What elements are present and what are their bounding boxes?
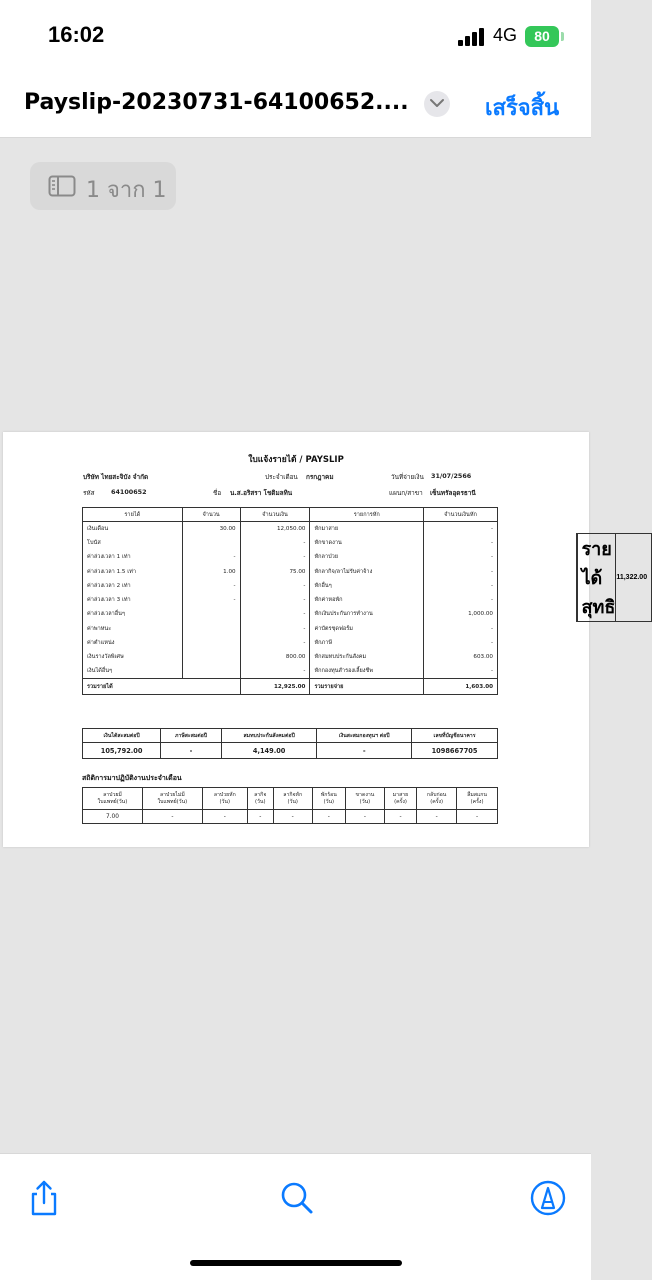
net-label: รายได้สุทธิ	[577, 533, 616, 621]
attendance-header-line: (วัน)	[254, 798, 266, 805]
row-deduct-amount: 603.00	[424, 650, 498, 664]
table-row	[83, 664, 498, 678]
row-deduct: หักเงินประกันการทำงาน	[310, 607, 424, 621]
attendance-header-cell	[83, 788, 143, 810]
row-qty: 30.00	[182, 522, 240, 536]
row-deduct-amount: -	[424, 522, 498, 536]
table-row	[83, 579, 498, 593]
markup-icon	[528, 1178, 568, 1218]
attendance-value-cell: -	[457, 810, 498, 824]
row-qty	[182, 536, 240, 550]
row-income: ค่าล่วงเวลา 1.5 เท่า	[83, 564, 183, 578]
attendance-header-line: ลาป่วยหัก	[213, 792, 236, 798]
attendance-header-line: ลืมสแกน	[467, 792, 487, 798]
ytd-value-cell: 1098667705	[412, 743, 498, 759]
period-value: กรกฎาคม	[306, 473, 334, 481]
ytd-header-cell: เงินสะสมกองทุนฯ ต่อปี	[317, 729, 412, 743]
attendance-header-cell	[142, 788, 202, 810]
done-button[interactable]: เสร็จสิ้น	[485, 96, 560, 121]
page-indicator-label: 1 จาก 1	[86, 178, 167, 203]
battery-tip	[561, 32, 564, 41]
attendance-value-row	[83, 810, 498, 824]
paydate-value: 31/07/2566	[431, 472, 472, 480]
attendance-header-cell	[273, 788, 312, 810]
row-income: ค่าพาหนะ	[83, 622, 183, 636]
table-row	[83, 622, 498, 636]
attendance-header-cell	[457, 788, 498, 810]
row-qty	[182, 607, 240, 621]
header-income: รายได้	[83, 508, 183, 522]
row-deduct: หักสมทบประกันสังคม	[310, 650, 424, 664]
row-amount: 800.00	[240, 650, 310, 664]
company-name: บริษัท ไทยสะจิบัง จำกัด	[83, 473, 149, 481]
row-income: ค่าล่วงเวลา 2 เท่า	[83, 579, 183, 593]
row-deduct-amount: -	[424, 550, 498, 564]
name-value: น.ส.อริสรา โชติมลทิน	[230, 489, 293, 497]
ytd-value-cell: 105,792.00	[83, 743, 161, 759]
home-indicator	[190, 1260, 402, 1266]
row-qty: -	[182, 579, 240, 593]
row-qty	[182, 664, 240, 678]
table-row	[83, 564, 498, 578]
row-amount: 12,050.00	[240, 522, 310, 536]
search-button[interactable]	[277, 1178, 317, 1218]
table-row	[83, 607, 498, 621]
attendance-header-line: ใบแพทย์(วัน)	[97, 798, 128, 805]
chevron-down-icon[interactable]	[424, 91, 450, 117]
row-amount: -	[240, 664, 310, 678]
attendance-value-cell: 7.00	[83, 810, 143, 824]
table-row	[83, 650, 498, 664]
attendance-header-line: ขาดงาน	[355, 792, 375, 798]
row-income: เงินได้อื่นๆ	[83, 664, 183, 678]
attendance-header-line: ลากิจ	[254, 792, 267, 798]
row-amount: -	[240, 536, 310, 550]
row-income: เงินรางวัลพิเศษ	[83, 650, 183, 664]
attendance-header-line: ลากิจหัก	[283, 792, 303, 798]
total-row	[83, 679, 498, 695]
attendance-header-line: (วัน)	[219, 798, 231, 805]
row-qty	[182, 622, 240, 636]
attendance-header-line: (วัน)	[359, 798, 371, 805]
row-amount: 75.00	[240, 564, 310, 578]
markup-button[interactable]	[528, 1178, 568, 1218]
net-value: 11,322.00	[616, 533, 652, 621]
status-time: 16:02	[48, 22, 105, 47]
table-row	[83, 593, 498, 607]
row-deduct: หักภาษี	[310, 636, 424, 650]
attendance-value-cell: -	[346, 810, 385, 824]
attendance-value-cell: -	[142, 810, 202, 824]
network-label: 4G	[493, 25, 518, 45]
attendance-header-cell	[247, 788, 273, 810]
row-deduct-amount: -	[424, 664, 498, 678]
header-deduct: รายการหัก	[310, 508, 424, 522]
ytd-header-cell: สมทบประกันสังคมต่อปี	[221, 729, 317, 743]
attendance-header-line: มาสาย	[392, 792, 409, 798]
earnings-header-row	[83, 508, 498, 522]
row-income: ค่าล่วงเวลาอื่นๆ	[83, 607, 183, 621]
attendance-header-line: (ครั้ง)	[430, 798, 444, 805]
table-row	[83, 536, 498, 550]
row-deduct: ค่าบัตรชุดฟอร์ม	[310, 622, 424, 636]
row-qty	[182, 650, 240, 664]
dept-value: เซ็นทรัลอุดรธานี	[430, 489, 476, 497]
ytd-value-cell: 4,149.00	[221, 743, 317, 759]
payslip-title: ใบแจ้งรายได้ / PAYSLIP	[248, 455, 344, 465]
row-deduct-amount: -	[424, 536, 498, 550]
pdf-page[interactable]	[3, 432, 648, 847]
row-amount: -	[240, 579, 310, 593]
attendance-value-cell: -	[417, 810, 457, 824]
code-value: 64100652	[111, 488, 147, 496]
row-income: โบนัส	[83, 536, 183, 550]
sidebar-icon	[48, 175, 76, 197]
row-qty	[182, 636, 240, 650]
header-amount: จำนวนเงิน	[240, 508, 310, 522]
row-deduct-amount: -	[424, 622, 498, 636]
attendance-header-line: กลับก่อน	[426, 792, 447, 798]
row-amount: -	[240, 636, 310, 650]
attendance-table	[82, 787, 498, 824]
paydate-label: วันที่จ่ายเงิน	[391, 473, 424, 481]
row-amount: -	[240, 550, 310, 564]
row-income: ค่าตำแหน่ง	[83, 636, 183, 650]
attendance-value-cell: -	[247, 810, 273, 824]
attendance-header-cell	[312, 788, 345, 810]
attendance-value-cell: -	[384, 810, 416, 824]
total-income-label: รวมรายได้	[83, 679, 241, 695]
share-icon	[24, 1178, 64, 1218]
row-qty: -	[182, 593, 240, 607]
row-deduct: หักมาสาย	[310, 522, 424, 536]
attendance-header-line: พักร้อน	[320, 792, 337, 798]
ytd-header-cell: เงินได้สะสมต่อปี	[83, 729, 161, 743]
total-deduct-label: รวมรายจ่าย	[310, 679, 424, 695]
table-row	[83, 550, 498, 564]
search-icon	[277, 1178, 317, 1218]
attendance-header-cell	[417, 788, 457, 810]
attendance-header-line: ลาป่วยมี	[103, 792, 122, 798]
row-deduct-amount: -	[424, 564, 498, 578]
row-qty: 1.00	[182, 564, 240, 578]
earnings-table	[82, 507, 648, 695]
attendance-header-line: (ครั้ง)	[470, 798, 484, 805]
row-deduct: หักลาป่วย	[310, 550, 424, 564]
table-row	[83, 522, 498, 536]
row-income: ค่าล่วงเวลา 1 เท่า	[83, 550, 183, 564]
row-deduct-amount: 1,000.00	[424, 607, 498, 621]
row-deduct: หักลากิจ/ลาไม่รับค่าจ้าง	[310, 564, 424, 578]
row-amount: -	[240, 607, 310, 621]
ytd-value-row	[83, 743, 498, 759]
page-indicator[interactable]	[30, 162, 176, 210]
attendance-value-cell: -	[273, 810, 312, 824]
header-qty: จำนวน	[182, 508, 240, 522]
name-label: ชื่อ	[213, 489, 222, 497]
attendance-header-line: (ครั้ง)	[394, 798, 407, 805]
attendance-value-cell: -	[202, 810, 247, 824]
code-label: รหัส	[83, 489, 95, 497]
dept-label: แผนก/สาขา	[389, 489, 423, 497]
attendance-title: สถิติการมาปฏิบัติงานประจำเดือน	[82, 774, 182, 782]
ytd-table	[82, 728, 498, 759]
ytd-header-cell: ภาษีสะสมต่อปี	[161, 729, 222, 743]
attendance-header-line: (วัน)	[323, 798, 335, 805]
row-deduct-amount: -	[424, 579, 498, 593]
net-row	[576, 533, 652, 622]
row-income: ค่าล่วงเวลา 3 เท่า	[83, 593, 183, 607]
attendance-value-cell: -	[312, 810, 345, 824]
row-deduct: หักอื่นๆ	[310, 579, 424, 593]
attendance-header-row	[83, 788, 498, 810]
ytd-header-cell: เลขที่บัญชีธนาคาร	[412, 729, 498, 743]
attendance-header-line: ลาป่วยไม่มี	[159, 792, 185, 798]
signal-icon	[458, 28, 484, 46]
row-amount: -	[240, 593, 310, 607]
row-qty: -	[182, 550, 240, 564]
row-deduct: หักกองทุนสำรองเลี้ยงชีพ	[310, 664, 424, 678]
status-bar	[0, 0, 591, 76]
attendance-header-cell	[346, 788, 385, 810]
ytd-value-cell: -	[161, 743, 222, 759]
row-deduct-amount: -	[424, 636, 498, 650]
row-deduct: หักค่าหอพัก	[310, 593, 424, 607]
row-income: เงินเดือน	[83, 522, 183, 536]
table-row	[83, 636, 498, 650]
row-amount: -	[240, 622, 310, 636]
attendance-header-line: ใบแพทย์(วัน)	[157, 798, 188, 805]
nav-bar	[0, 76, 591, 138]
ytd-header-row	[83, 729, 498, 743]
total-income-value: 12,925.00	[240, 679, 310, 695]
document-title[interactable]: Payslip-20230731-64100652....	[24, 90, 409, 115]
header-deduct-amount: จำนวนเงินหัก	[424, 508, 498, 522]
period-label: ประจำเดือน	[265, 473, 298, 481]
attendance-header-line: (วัน)	[287, 798, 298, 805]
row-deduct: หักขาดงาน	[310, 536, 424, 550]
battery-icon: 80	[525, 26, 559, 47]
attendance-header-cell	[384, 788, 416, 810]
total-deduct-value: 1,603.00	[424, 679, 498, 695]
share-button[interactable]	[24, 1178, 64, 1218]
attendance-header-cell	[202, 788, 247, 810]
ytd-value-cell: -	[317, 743, 412, 759]
row-deduct-amount: -	[424, 593, 498, 607]
